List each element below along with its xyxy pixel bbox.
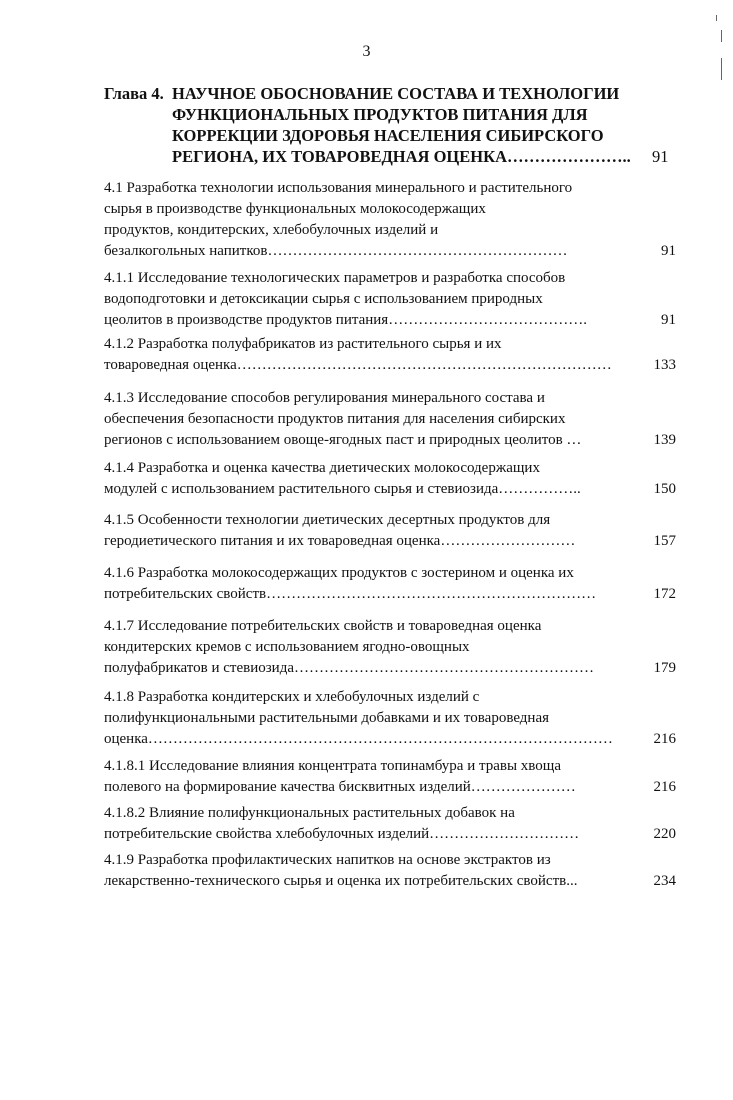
toc-entry [104,563,684,605]
toc-entry [104,510,684,552]
toc-entry [104,268,684,331]
toc-entry-line: водоподготовки и детоксикации сырья с использованием природных [104,291,543,307]
toc-entry-line: потребительских свойств………………………………………………………… [104,586,597,602]
chapter-title-line: КОРРЕКЦИИ ЗДОРОВЬЯ НАСЕЛЕНИЯ СИБИРСКОГО [172,126,604,145]
chapter-title-line: ФУНКЦИОНАЛЬНЫХ ПРОДУКТОВ ПИТАНИЯ ДЛЯ [172,105,588,124]
toc-entry-line: полифункциональными растительными добавками и их товароведная [104,710,550,726]
toc-entry-line: 4.1.3 Исследование способов регулирования минерального состава и [104,390,545,406]
toc-entry [104,803,684,845]
toc-entry [104,334,684,376]
toc-entry [104,850,684,892]
page-number: 3 [362,43,371,60]
toc-entry-page: 139 [653,432,676,448]
toc-entry-line: 4.1.8.2 Влияние полифункциональных растительных добавок на [104,805,515,821]
toc-entry-line: лекарственно-технического сырья и оценка их потребительских свойств... [104,873,578,889]
toc-entry-line: товароведная оценка………………………………………………………………… [104,357,612,373]
toc-entry-line: сырья в производстве функциональных молокосодержащих [104,201,486,217]
toc-entry-page: 91 [661,243,676,259]
scan-mark [721,30,722,42]
chapter-title-line: НАУЧНОЕ ОБОСНОВАНИЕ СОСТАВА И ТЕХНОЛОГИИ [172,84,620,103]
toc-entry-line: полевого на формирование качества бисквитных изделий………………… [104,779,576,795]
toc-entry [104,687,684,750]
toc-entry-page: 179 [653,660,676,676]
toc-entry-page: 234 [653,873,676,889]
toc-entry-page: 216 [653,731,676,747]
toc-entry-line: обеспечения безопасности продуктов питания для населения сибирских [104,411,566,427]
toc-entry-line: модулей с использованием растительного сырья и стевиозида…………….. [104,481,581,497]
toc-entry-line: 4.1.4 Разработка и оценка качества диетических молокосодержащих [104,460,540,476]
toc-entry-line: продуктов, кондитерских, хлебобулочных изделий и [104,222,439,238]
toc-entry-line: безалкогольных напитков…………………………………………………… [104,243,568,259]
toc-entry-line: оценка………………………………………………………………………………… [104,731,613,747]
toc-entry [104,388,684,451]
toc-entry-page: 220 [653,826,676,842]
scan-mark [716,15,717,21]
toc-entry-line: 4.1.6 Разработка молокосодержащих продуктов с зостерином и оценка их [104,565,574,581]
chapter-label: Глава 4. [104,84,164,103]
toc-entry-page: 157 [653,533,676,549]
chapter-heading [104,84,684,168]
toc-entry-line: полуфабрикатов и стевиозида…………………………………………………… [104,660,594,676]
toc-entry-page: 172 [653,586,676,602]
toc-entry-line: 4.1.8 Разработка кондитерских и хлебобулочных изделий с [104,689,480,705]
toc-entry-page: 91 [661,312,676,328]
toc-entry [104,178,684,262]
toc-entry-line: 4.1 Разработка технологии использования минерального и растительного [104,180,573,196]
toc-entry-page: 133 [653,357,676,373]
toc-entry-line: кондитерских кремов с использованием ягодно-овощных [104,639,470,655]
toc-entry-line: 4.1.1 Исследование технологических параметров и разработка способов [104,270,566,286]
toc-entry-line: 4.1.2 Разработка полуфабрикатов из растительного сырья и их [104,336,502,352]
toc-entry [104,756,684,798]
toc-entry-page: 150 [653,481,676,497]
toc-entry [104,458,684,500]
toc-entry-line: 4.1.7 Исследование потребительских свойств и товароведная оценка [104,618,542,634]
chapter-title-line: РЕГИОНА, ИХ ТОВАРОВЕДНАЯ ОЦЕНКА………………….. [172,147,631,166]
toc-entry-page: 216 [653,779,676,795]
chapter-page: 91 [652,147,669,166]
toc-entry [104,616,684,679]
toc-entry-line: потребительские свойства хлебобулочных изделий………………………… [104,826,580,842]
toc-entry-line: 4.1.9 Разработка профилактических напитков на основе экстрактов из [104,852,551,868]
toc-entry-line: цеолитов в производстве продуктов питания…………………………………. [104,312,587,328]
scan-mark [721,58,722,80]
toc-entry-line: 4.1.5 Особенности технологии диетических десертных продуктов для [104,512,551,528]
toc-entry-line: геродиетического питания и их товароведная оценка……………………… [104,533,576,549]
toc-entry-line: регионов с использованием овоще-ягодных паст и природных цеолитов … [104,432,582,448]
toc-entry-line: 4.1.8.1 Исследование влияния концентрата топинамбура и травы хвоща [104,758,561,774]
